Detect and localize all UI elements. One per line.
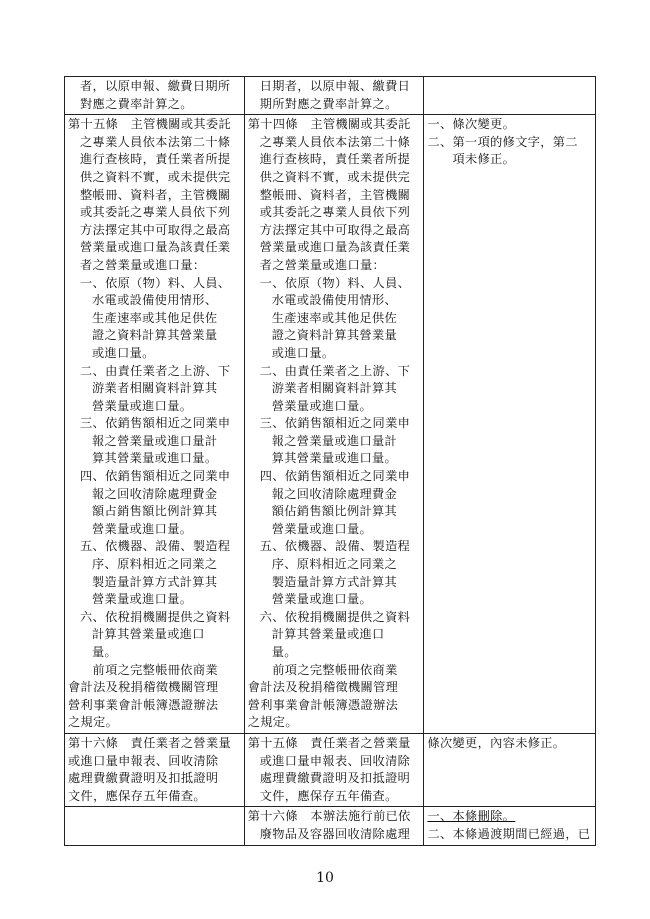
list-item-text: 五、依機器、設備、製造程 bbox=[259, 539, 411, 554]
text-line: 之規定。 bbox=[247, 715, 298, 730]
text-line: 營業量或進口量為該責任業 bbox=[259, 240, 411, 255]
list-item-text: 四、依銷售額相近之同業申 bbox=[80, 469, 231, 484]
text-line: 報之回收清除處理費金 bbox=[271, 486, 398, 501]
text-line: 供之資料不實，或未提供完 bbox=[259, 169, 411, 184]
text-line: 製造量計算方式計算其 bbox=[271, 574, 398, 589]
text-line: 序、原料相近之同業之 bbox=[271, 557, 398, 572]
cell-amended bbox=[65, 807, 245, 845]
text-line: 日期者，以原申報、繳費日 bbox=[259, 79, 411, 93]
text-line: 之專業人員依本法第二十條 bbox=[259, 134, 411, 149]
text-line: 量。 bbox=[92, 645, 118, 659]
list-item-text: 四、依銷售額相近之同業申 bbox=[259, 469, 411, 484]
text-line: 會計法及稅捐稽徵機關管理 bbox=[247, 680, 399, 695]
article-heading: 第十五條 責任業者之營業量 bbox=[247, 735, 411, 750]
text-line: 供之資料不實，或未提供完 bbox=[80, 169, 231, 184]
text-line: 額佔銷售額比例計算其 bbox=[271, 504, 398, 519]
text-line: 生產速率或其他足供佐 bbox=[271, 310, 398, 325]
article-heading: 第十四條 主管機關或其委託 bbox=[247, 117, 411, 132]
text-line: 方法擇定其中可取得之最高 bbox=[80, 222, 231, 237]
text-line: 之專業人員依本法第二十條 bbox=[80, 134, 231, 149]
text-line: 或進口量申報表、回收清除 bbox=[259, 753, 411, 768]
text-line: 一、本條刪除。 bbox=[427, 809, 516, 824]
text-line: 整帳冊、資料者，主管機關 bbox=[259, 187, 411, 202]
cell-amended bbox=[65, 77, 245, 115]
cell-current bbox=[244, 807, 424, 845]
table-row bbox=[65, 77, 596, 115]
cell-explanation bbox=[424, 115, 596, 734]
article-heading: 第十五條 主管機關或其委託 bbox=[68, 117, 231, 132]
text-line: 條次變更，內容未修正。 bbox=[427, 735, 566, 750]
list-item-text: 六、依稅捐機關提供之資料 bbox=[80, 609, 231, 624]
text-line: 一、條次變更。 bbox=[427, 117, 516, 132]
cell-current bbox=[244, 77, 424, 115]
list-item-text: 三、依銷售額相近之同業申 bbox=[80, 416, 231, 431]
text-line: 水電或設備使用情形、 bbox=[271, 293, 398, 308]
text-line: 證之資料計算其營業量 bbox=[271, 328, 398, 343]
text-line: 報之回收清除處理費金 bbox=[92, 486, 218, 501]
list-item-text: 二、由責任業者之上游、下 bbox=[259, 363, 411, 378]
text-line: 營業量或進口量。 bbox=[271, 521, 373, 536]
text-line: 文件，應保存五年備查。 bbox=[68, 788, 206, 803]
text-line: 者之營業量或進口量： bbox=[259, 257, 386, 272]
text-line: 進行查核時，責任業者所提 bbox=[259, 152, 411, 167]
text-line: 者，以原申報、繳費日期所 bbox=[80, 79, 231, 93]
text-line: 處理費繳費證明及扣抵證明 bbox=[259, 771, 411, 786]
text-line: 或進口量申報表、回收清除 bbox=[68, 753, 219, 768]
text-line: 方法擇定其中可取得之最高 bbox=[259, 222, 411, 237]
text-line: 游業者相關資料計算其 bbox=[92, 381, 218, 396]
text-line: 額占銷售額比例計算其 bbox=[92, 504, 218, 519]
cell-current bbox=[244, 115, 424, 734]
article-heading: 第十六條 責任業者之營業量 bbox=[68, 735, 231, 750]
cell-amended bbox=[65, 115, 245, 734]
cell-explanation bbox=[424, 807, 596, 845]
cell-current bbox=[244, 733, 424, 806]
text-line: 量。 bbox=[271, 645, 297, 659]
text-line: 項未修正。 bbox=[427, 152, 516, 167]
text-line: 營業量或進口量為該責任業 bbox=[80, 240, 231, 255]
text-line: 營業量或進口量。 bbox=[92, 521, 193, 536]
text-line: 或其委託之專業人員依下列 bbox=[80, 205, 231, 220]
list-item-text: 六、依稅捐機關提供之資料 bbox=[259, 609, 411, 624]
text-line: 營業量或進口量。 bbox=[271, 398, 373, 413]
list-item-text: 五、依機器、設備、製造程 bbox=[80, 539, 231, 554]
text-line: 算其營業量或進口量。 bbox=[271, 451, 398, 466]
table-row bbox=[65, 807, 596, 845]
text-line: 處理費繳費證明及扣抵證明 bbox=[68, 771, 219, 786]
text-line: 前項之完整帳冊依商業 bbox=[259, 662, 398, 677]
list-item-text: 一、依原（物）料、人員、 bbox=[80, 275, 231, 290]
cell-amended bbox=[65, 733, 245, 806]
cell-explanation bbox=[424, 733, 596, 806]
text-line: 生產速率或其他足供佐 bbox=[92, 310, 218, 325]
article-heading: 第十六條 本辦法施行前已依 bbox=[247, 809, 411, 824]
text-line: 營業量或進口量。 bbox=[92, 398, 193, 413]
text-line: 廢物品及容器回收清除處理 bbox=[259, 826, 411, 841]
cell-explanation bbox=[424, 77, 596, 115]
text-line: 或其委託之專業人員依下列 bbox=[259, 205, 411, 220]
text-line: 整帳冊、資料者，主管機關 bbox=[80, 187, 231, 202]
text-line: 期所對應之費率計算之。 bbox=[259, 96, 398, 111]
page-number: 10 bbox=[316, 870, 334, 886]
text-line: 或進口量。 bbox=[92, 345, 155, 360]
text-line: 營業量或進口量。 bbox=[271, 592, 373, 607]
text-line: 證之資料計算其營業量 bbox=[92, 328, 218, 343]
text-line: 進行查核時，責任業者所提 bbox=[80, 152, 231, 167]
text-line: 營利事業會計帳簿憑證辦法 bbox=[68, 697, 219, 712]
text-line: 序、原料相近之同業之 bbox=[92, 557, 218, 572]
text-line: 二、本條過渡期間已經過，已 bbox=[427, 826, 591, 841]
comparison-table bbox=[64, 76, 596, 846]
text-line: 者之營業量或進口量： bbox=[80, 257, 206, 272]
text-line: 報之營業量或進口量計 bbox=[271, 433, 398, 448]
table-row bbox=[65, 733, 596, 806]
text-line: 報之營業量或進口量計 bbox=[92, 433, 218, 448]
text-line: 對應之費率計算之。 bbox=[80, 96, 193, 111]
text-line: 算其營業量或進口量。 bbox=[92, 451, 218, 466]
text-line: 計算其營業量或進口 bbox=[271, 627, 385, 642]
text-line: 前項之完整帳冊依商業 bbox=[80, 662, 218, 677]
text-line: 文件，應保存五年備查。 bbox=[259, 788, 398, 803]
text-line: 之規定。 bbox=[68, 715, 119, 730]
text-line: 二、第一項的修文字，第二 bbox=[427, 134, 578, 149]
text-line: 或進口量。 bbox=[271, 345, 335, 360]
text-line: 游業者相關資料計算其 bbox=[271, 381, 398, 396]
list-item-text: 二、由責任業者之上游、下 bbox=[80, 363, 231, 378]
text-line: 計算其營業量或進口 bbox=[92, 627, 205, 642]
text-line: 水電或設備使用情形、 bbox=[92, 293, 218, 308]
text-line: 營業量或進口量。 bbox=[92, 592, 193, 607]
list-item-text: 一、依原（物）料、人員、 bbox=[259, 275, 411, 290]
text-line: 製造量計算方式計算其 bbox=[92, 574, 218, 589]
text-line: 營利事業會計帳簿憑證辦法 bbox=[247, 697, 399, 712]
table-row bbox=[65, 115, 596, 734]
text-line: 會計法及稅捐稽徵機關管理 bbox=[68, 680, 219, 695]
list-item-text: 三、依銷售額相近之同業申 bbox=[259, 416, 411, 431]
